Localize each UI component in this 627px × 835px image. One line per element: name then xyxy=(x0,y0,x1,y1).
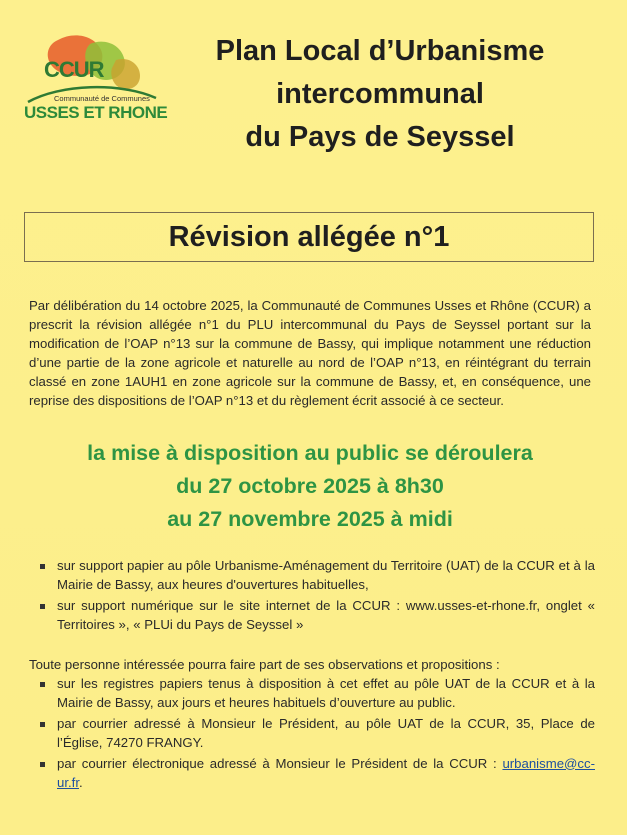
list-item-text: par courrier électronique adressé à Monsieur le Président de la CCUR : xyxy=(57,755,497,771)
list-item xyxy=(40,557,595,595)
page-title xyxy=(160,30,600,159)
bullet-icon xyxy=(40,762,45,767)
bullet-icon xyxy=(40,604,45,609)
revision-heading: Révision allégée n°1 xyxy=(24,212,594,262)
logo-subtitle: Communauté de Communes xyxy=(54,94,150,103)
availability-dates xyxy=(20,437,600,536)
bullet-icon xyxy=(40,722,45,727)
list-item-text: par courrier adressé à Monsieur le Président, au pôle UAT de la CCUR, 35, Place de l’Église, 74270 FRANGY. xyxy=(57,715,595,750)
observations-list xyxy=(40,675,595,794)
list-item-text: sur support numérique sur le site internet de la CCUR : www.usses-et-rhone.fr, onglet « Territoires », « PLUi du Pays de Seyssel » xyxy=(57,597,595,632)
logo-name: USSES ET RHONE xyxy=(24,103,168,122)
list-item xyxy=(40,715,595,753)
title-line-1: Plan Local d’Urbanisme xyxy=(215,35,545,67)
logo-ccur-text: CCUR xyxy=(44,57,104,82)
title-line-3: du Pays de Seyssel xyxy=(245,121,515,153)
email-suffix: . xyxy=(79,774,83,790)
highlight-line-2: du 27 octobre 2025 à 8h30 xyxy=(176,474,444,498)
support-list xyxy=(40,557,595,637)
list-item-text: sur les registres papiers tenus à disposition à cet effet au pôle UAT de la CCUR et à la Mairie de Bassy, aux jours et heures habituels d’ouverture au public. xyxy=(57,676,595,710)
highlight-line-3: au 27 novembre 2025 à midi xyxy=(167,507,453,531)
list-item-text: sur support papier au pôle Urbanisme-Aménagement du Territoire (UAT) de la CCUR et à la Mairie de Bassy, aux heures d'ouvertures habituelles, xyxy=(57,558,595,592)
bullet-icon xyxy=(40,682,45,687)
ccur-logo xyxy=(20,30,170,130)
intro-paragraph: Par délibération du 14 octobre 2025, la Communauté de Communes Usses et Rhône (CCUR) a prescrit la révision allégée n°1 du PLU intercommunal du Pays de Seyssel portant sur la modification de l’OAP n°13 sur la commune de Bassy, qui implique notamment une réduction d’une partie de la zone agricole et naturelle au nord de l’OAP n°13, en réintégrant du terrain classé en zone 1AUH1 en zone agricole sur la commune de Bassy, et, en conséquence, une reprise des dispositions de l’OAP n°13 et du règlement écrit associé à ce secteur. xyxy=(29,298,591,408)
bullet-icon xyxy=(40,564,45,569)
email-link[interactable]: urbanisme@cc-ur.fr xyxy=(57,755,595,790)
list-item xyxy=(40,597,595,635)
title-line-2: intercommunal xyxy=(276,78,484,110)
list-item xyxy=(40,675,595,713)
highlight-line-1: la mise à disposition au public se déroulera xyxy=(87,441,533,465)
list-item xyxy=(40,755,595,793)
observations-intro: Toute personne intéressée pourra faire part de ses observations et propositions : xyxy=(29,657,500,672)
